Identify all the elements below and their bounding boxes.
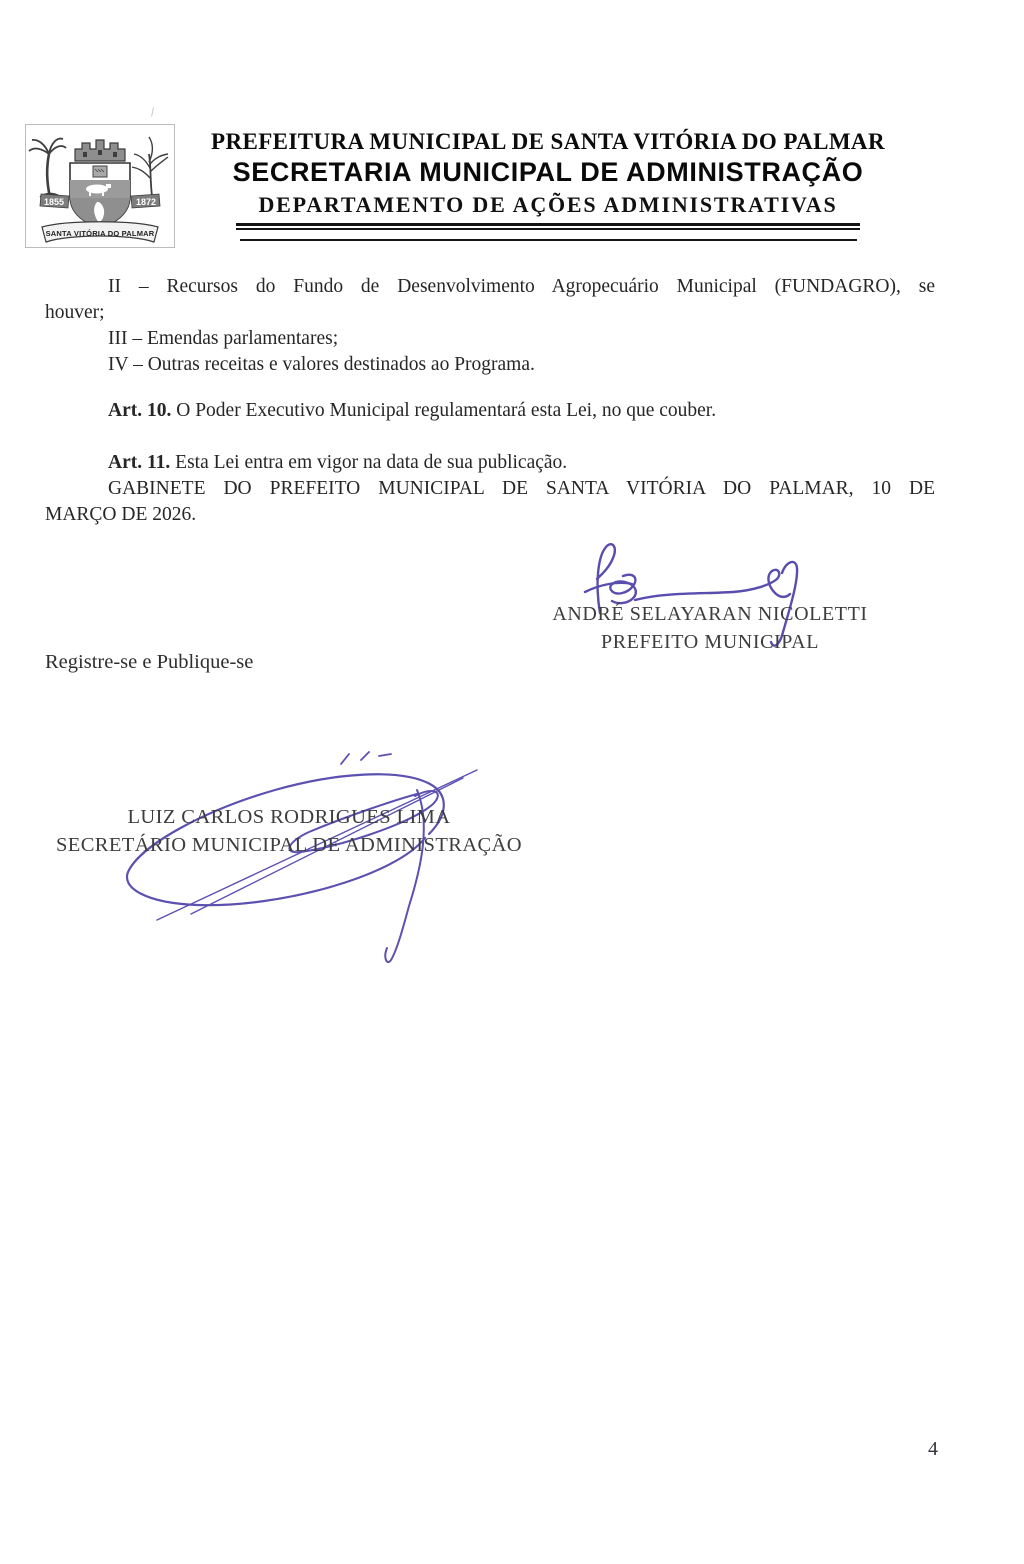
coat-of-arms-icon [25,124,175,248]
article-10-text: O Poder Executivo Municipal regulamentará esta Lei, no que couber. [171,400,717,421]
mayor-signature-block [540,600,880,656]
article-11-text: Esta Lei entra em vigor na data de sua publicação. [170,452,568,473]
article-10 [45,398,935,424]
letterhead-department: DEPARTAMENTO DE AÇÕES ADMINISTRATIVAS [258,192,838,217]
clause-ii-line1: II – Recursos do Fundo de Desenvolvimento Agropecuário Municipal (FUNDAGRO), se [108,276,935,297]
crest-year-left: 1855 [43,197,65,207]
secretary-signature-block [36,803,542,859]
document-body [45,274,935,528]
secretary-signature [95,748,495,973]
header-rule-thick [236,223,860,226]
page-number: 4 [928,1438,938,1460]
header-rule-thin [240,239,857,241]
clause-ii-line2: houver; [45,302,105,323]
secretary-title: SECRETÁRIO MUNICIPAL DE ADMINISTRAÇÃO [55,834,523,856]
gabinete-line2: MARÇO DE 2026. [45,504,197,525]
letterhead [185,128,911,219]
article-11-label: Art. 11. [108,452,171,473]
header-rule-thick-2 [236,228,860,230]
crest-banner-text: SANTA VITÓRIA DO PALMAR [45,229,155,238]
article-10-label: Art. 10. [108,400,172,421]
scan-artifact [151,107,159,117]
secretary-name: LUIZ CARLOS RODRIGUES LIMA [127,806,451,828]
article-11 [45,450,935,476]
clause-iii: III – Emendas parlamentares; [108,328,339,349]
clause-iv: IV – Outras receitas e valores destinados ao Programa. [108,354,535,375]
mayor-name: ANDRÉ SELAYARAN NICOLETTI [552,603,868,625]
letterhead-municipality: PREFEITURA MUNICIPAL DE SANTA VITÓRIA DO PALMAR [211,129,885,154]
coat-of-arms [25,124,175,248]
crest-year-right: 1872 [135,197,157,207]
mayor-title: PREFEITO MUNICIPAL [600,631,820,653]
register-note: Registre-se e Publique-se [45,651,254,673]
letterhead-secretariat: SECRETARIA MUNICIPAL DE ADMINISTRAÇÃO [232,157,864,187]
gabinete-line1: GABINETE DO PREFEITO MUNICIPAL DE SANTA VITÓRIA DO PALMAR, 10 DE [108,478,935,499]
